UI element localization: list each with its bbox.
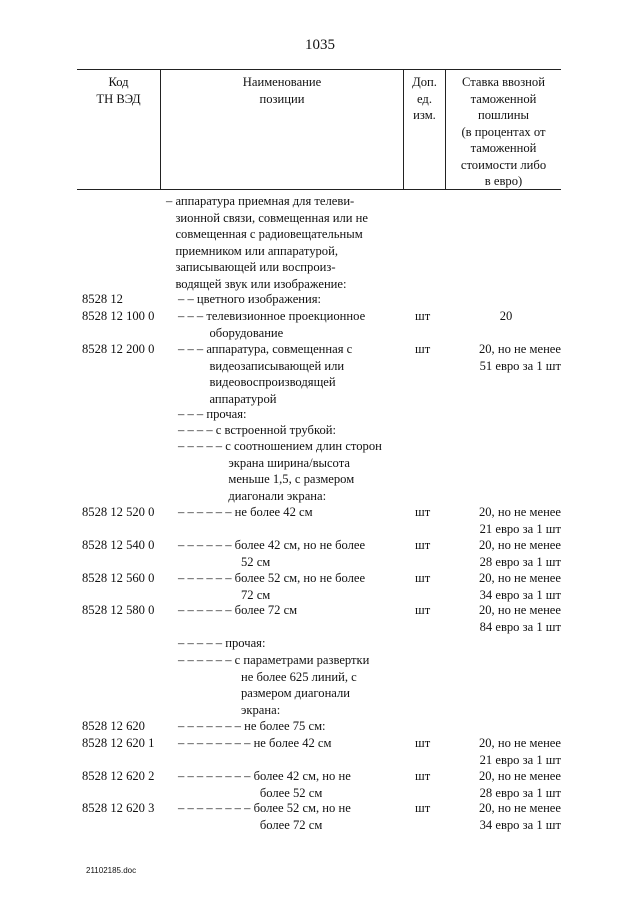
- row-name: – – – – – с соотношением длин сторон экрана ширина/высота меньше 1,5, с размером диагонали экрана:: [178, 439, 382, 503]
- row-unit: шт: [415, 571, 431, 585]
- row-code: 8528 12 100 0: [82, 309, 155, 323]
- row-code: 8528 12 620 3: [82, 801, 155, 815]
- row-rate: 20, но не менее 21 евро за 1 шт: [478, 505, 561, 536]
- row-code: 8528 12 560 0: [82, 571, 155, 585]
- row-rate: 20, но не менее 84 евро за 1 шт: [478, 603, 561, 634]
- row-name: – – – – – – – – не более 42 см: [178, 736, 332, 750]
- header-divider: [160, 69, 161, 189]
- row-code: 8528 12 620 2: [82, 769, 155, 783]
- row-name: – – – – с встроенной трубкой:: [178, 423, 336, 437]
- row-code: 8528 12: [82, 292, 123, 306]
- row-name: – – – – – – – – более 52 см, но не более 72 см: [178, 801, 351, 832]
- row-name: – – – – – – – не более 75 см:: [178, 719, 326, 733]
- row-unit: шт: [415, 538, 431, 552]
- row-rate: 20: [499, 309, 513, 323]
- row-code: 8528 12 620: [82, 719, 145, 733]
- row-rate: 20, но не менее 21 евро за 1 шт: [478, 736, 561, 767]
- row-code: 8528 12 200 0: [82, 342, 155, 356]
- row-name: – – – – – – – – более 42 см, но не более 52 см: [178, 769, 351, 800]
- row-rate: 20, но не менее 28 евро за 1 шт: [478, 538, 561, 569]
- row-rate: 20, но не менее 28 евро за 1 шт: [478, 769, 561, 800]
- row-unit: шт: [415, 801, 431, 815]
- table-top-rule: [77, 69, 561, 70]
- header-unit: Доп. ед. изм.: [412, 75, 437, 122]
- header-code: Код ТН ВЭД: [96, 75, 141, 106]
- row-code: 8528 12 520 0: [82, 505, 155, 519]
- row-unit: шт: [415, 603, 431, 617]
- row-name: – – – – – – более 72 см: [178, 603, 298, 617]
- page-number: 1035: [305, 37, 335, 53]
- row-unit: шт: [415, 736, 431, 750]
- row-name: – аппаратура приемная для телеви- зионной связи, совмещенная или не совмещенная с радиовещательным приемником или аппаратурой, записывающей или воспроиз- водящей звук или изображение:: [166, 194, 369, 291]
- row-name: – – – – – – более 52 см, но не более 72 см: [178, 571, 366, 602]
- row-rate: 20, но не менее 51 евро за 1 шт: [478, 342, 561, 373]
- header-rate: Ставка ввозной таможенной пошлины (в процентах от таможенной стоимости либо в евро): [460, 75, 547, 188]
- row-code: 8528 12 540 0: [82, 538, 155, 552]
- row-name: – – – телевизионное проекционное оборудование: [178, 309, 366, 340]
- row-name: – – – аппаратура, совмещенная с видеозаписывающей или видеовоспроизводящей аппаратурой: [178, 342, 353, 406]
- row-unit: шт: [415, 342, 431, 356]
- row-code: 8528 12 620 1: [82, 736, 155, 750]
- row-unit: шт: [415, 309, 431, 323]
- row-rate: 20, но не менее 34 евро за 1 шт: [478, 801, 561, 832]
- row-name: – – – – – – более 42 см, но не более 52 см: [178, 538, 366, 569]
- row-rate: 20, но не менее 34 евро за 1 шт: [478, 571, 561, 602]
- row-unit: шт: [415, 505, 431, 519]
- footer-filename: 21102185.doc: [86, 866, 137, 875]
- row-name: – – цветного изображения:: [178, 292, 322, 306]
- row-unit: шт: [415, 769, 431, 783]
- row-code: 8528 12 580 0: [82, 603, 155, 617]
- row-name: – – – – – – с параметрами развертки не более 625 линий, с размером диагонали экрана:: [178, 653, 370, 717]
- row-name: – – – – – – не более 42 см: [178, 505, 313, 519]
- row-name: – – – – – прочая:: [178, 636, 266, 650]
- row-name: – – – прочая:: [178, 407, 247, 421]
- header-name: Наименование позиции: [242, 75, 322, 106]
